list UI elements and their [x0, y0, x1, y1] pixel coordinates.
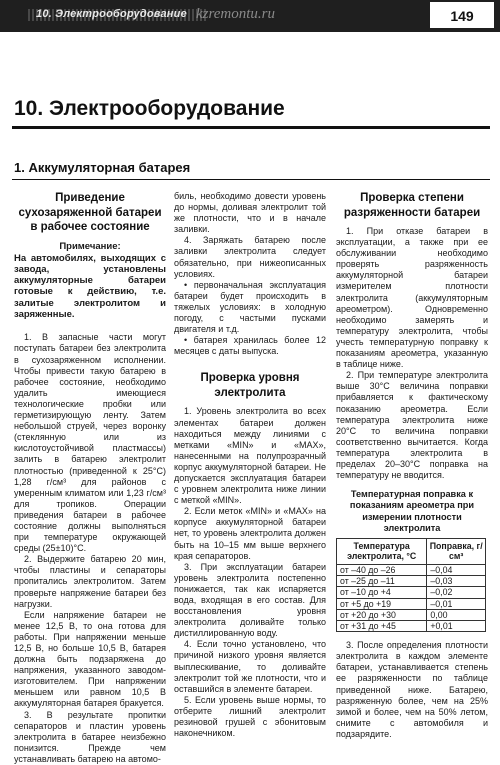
table-cell: –0,04 — [427, 564, 486, 575]
subsection-heading-level-check: Проверка уровня электролита — [200, 372, 300, 399]
table-cell: –0,03 — [427, 576, 486, 587]
table-header: Поправка, г/см³ — [427, 538, 486, 564]
watermark: kzremontu.ru — [196, 6, 276, 22]
column-1 — [14, 191, 166, 765]
table-cell: от –40 до –26 — [337, 564, 427, 575]
paragraph: 3. После определения плотности электролита в каждом элементе батареи, устанавливается степень ее разряженности по таблице приведенной ниже. Батарею, разряженную более, чем на 25% зимой и более, чем на 50% летом, снимите с автомобиля и подзарядите. — [336, 640, 488, 739]
paragraph: Если напряжение батареи не менее 12,5 В, то она готова для работы. При напряжении меньше 12,5 В, но больше 10,5 В, батарея должна быть подзаряжена до напряжения, указанного заводом-изготовителем. При напряжении меньшем или равном 10,5 В аккумуляторная батарея бракуется. — [14, 609, 166, 709]
section-rule — [12, 179, 490, 180]
table-cell: –0,02 — [427, 587, 486, 598]
note-heading: Примечание: — [59, 240, 121, 252]
paragraph: 5. Если уровень выше нормы, то отберите лишний электролит резиновой грушей с эбонитовым наконечником. — [174, 694, 326, 739]
table-caption: Температурная поправка к показаниям ареометра при измерении плотности электролита — [349, 489, 475, 533]
bullet-item: • первоначальная эксплуатация батареи будет происходить в тяжелых условиях: в холодную погоду, с частыми пусками двигателя и т.д. — [174, 279, 326, 335]
temperature-correction-table — [336, 538, 486, 632]
running-header: 10. Электрооборудование — [36, 8, 187, 20]
subsection-heading-discharge-check: Проверка степени разряженности батареи — [343, 192, 481, 219]
page-number: 149 — [430, 2, 494, 28]
paragraph: 1. Уровень электролита во всех элементах батареи должен находиться между линиями с метками «MIN» и «MAX», нанесенными на полупрозрачный корпус аккумуляторной батареи. Не допускается эксплуатация батареи с уровнем электролита ниже линии с меткой «MIN». — [174, 406, 326, 506]
column-3 — [336, 191, 488, 740]
paragraph: биль, необходимо довести уровень до нормы, доливая электролит той же плотности, что и в начале заливки. — [174, 191, 326, 235]
table-row — [337, 598, 486, 609]
table-cell: от +5 до +19 — [337, 598, 427, 609]
paragraph: 1. При отказе батареи в эксплуатации, а также при ее обслуживании необходимо проверять разряженность аккумуляторной батареи измерителем плотности электролита (аккумуляторным ареометром). Одновременно необходимо замерять и температуру электролита, чтобы учесть температурную поправку к показаниям ареометра, указанную в таблице ниже. — [336, 226, 488, 370]
paragraph: 3. При эксплуатации батареи уровень электролита постепенно понижается, так как испаряется вода, входящая в его состав. Для восстановления уровня электролита доливайте только дистиллированную воду. — [174, 561, 326, 639]
header-bar — [0, 0, 500, 32]
table-cell: +0,01 — [427, 620, 486, 631]
chapter-rule — [12, 126, 490, 129]
table-row — [337, 587, 486, 598]
paragraph: 1. В запасные части могут поступать батареи без электролита в сухозаряженном исполнении. Чтобы привести такую батарею в рабочее состояние, необходимо удалить имеющиеся технологические пробки или герметизирующую ленту. Затем небольшой струей, через воронку (стеклянную или из кислотоустойчивой пластмассы) залить в батарею электролит плотностью (приведенной к 25°С) 1,28 г/см³ для районов с умеренным климатом или 1,23 г/см³ для тропиков. Операции приведения батареи в рабочее состояние должны выполняться при температуре окружающей среды (25±10)°С. — [14, 332, 166, 554]
table-row — [337, 576, 486, 587]
table-cell: от –25 до –11 — [337, 576, 427, 587]
table-header: Температура электролита, °С — [337, 538, 427, 564]
paragraph: 4. Если точно установлено, что причиной низкого уровня является выплескивание, то доливайте электролит той же плотности, что и оставшийся в элементе батареи. — [174, 639, 326, 694]
subsection-heading-dry-charged: Приведение сухозаряженной батареи в рабочее состояние — [18, 192, 162, 233]
table-cell: от +31 до +45 — [337, 620, 427, 631]
table-row — [337, 564, 486, 575]
paragraph: 3. В результате пропитки сепараторов и пластин уровень электролита в батарее неизбежно понизится. Прежде чем устанавливать батарею на автомо- — [14, 709, 166, 764]
paragraph: 2. Если меток «MIN» и «MAX» на корпусе аккумуляторной батареи нет, то уровень электролита должен быть на 10–15 мм выше верхнего края сепараторов. — [174, 506, 326, 561]
column-2 — [174, 191, 326, 739]
paragraph: 2. Выдержите батарею 20 мин, чтобы пластины и сепараторы пропитались электролитом. Затем проверьте напряжение батареи без нагрузки. — [14, 554, 166, 609]
paragraph: 2. При температуре электролита выше 30°С величина поправки прибавляется к фактическому показанию ареометра. Если температура электролита ниже 20°С то величина поправки соответственно вычитается. Когда температура электролита в пределах 20–30°С поправка на температуру не вводится. — [336, 370, 488, 481]
section-title: 1. Аккумуляторная батарея — [14, 160, 191, 175]
table-cell: –0,01 — [427, 598, 486, 609]
paragraph: 4. Заряжать батарею после заливки электролита следует обязательно, при нижеописанных условиях. — [174, 235, 326, 279]
table-row — [337, 620, 486, 631]
table-cell: от +20 до +30 — [337, 609, 427, 620]
bullet-item: • батарея хранилась более 12 месяцев с даты выпуска. — [174, 335, 326, 357]
note-body: На автомобилях, выходящих с завода, установлены аккумуляторные батареи готовые к действию, т.е. залитые электролитом и заряженные. — [14, 252, 166, 321]
table-cell: от –10 до +4 — [337, 587, 427, 598]
table-row — [337, 609, 486, 620]
table-cell: 0,00 — [427, 609, 486, 620]
chapter-title: 10. Электрооборудование — [14, 97, 285, 120]
